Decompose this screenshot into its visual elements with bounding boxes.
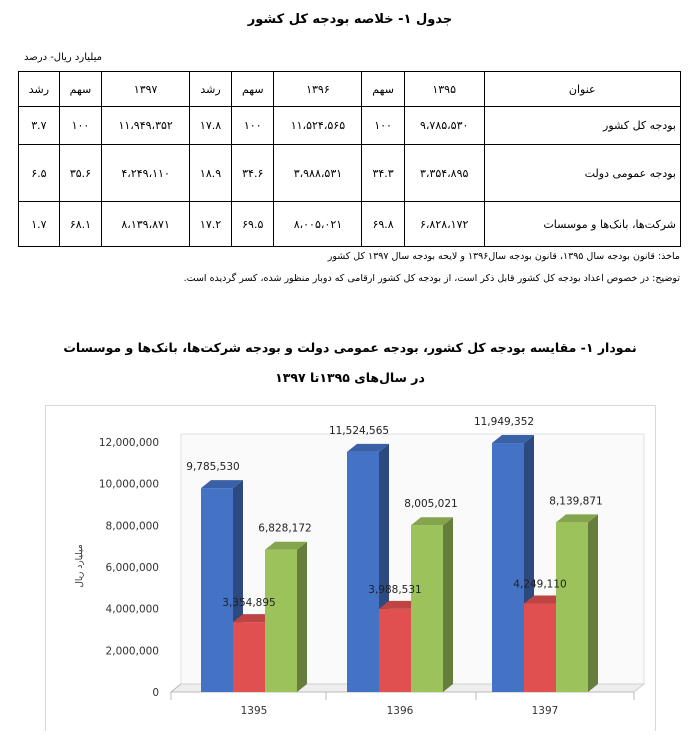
- y-tick-label: 0: [152, 687, 159, 699]
- cell-value-1395: ۹،۷۸۵،۵۳۰: [404, 107, 484, 145]
- cell-title: بودجه کل کشور: [484, 107, 680, 145]
- header-share-1395: سهم: [362, 72, 404, 107]
- cell-share-1396: ۶۹.۵: [232, 202, 274, 247]
- bar-بودجه عمومی دولت: [524, 603, 556, 692]
- header-title: عنوان: [484, 72, 680, 107]
- cell-growth-1397: ۱.۷: [19, 202, 60, 247]
- data-label: 9,785,530: [186, 461, 240, 474]
- cell-share-1397: ۶۸.۱: [59, 202, 101, 247]
- data-label: 11,949,352: [473, 416, 535, 429]
- bar-بودجه کل کشور: [492, 443, 524, 692]
- cell-growth-1396: ۱۷.۲: [190, 202, 232, 247]
- data-label: 11,524,565: [328, 424, 390, 437]
- data-label: 8,139,871: [549, 495, 603, 508]
- bar-side: [443, 517, 453, 692]
- cell-share-1395: ۶۹.۸: [362, 202, 404, 247]
- table-title: جدول ۱- خلاصه بودجه کل کشور: [247, 12, 453, 27]
- chart-title: نمودار ۱- مقایسه بودجه کل کشور، بودجه عمومی دولت و بودجه شرکت‌ها، بانک‌ها و موسسات: [63, 340, 637, 355]
- bar-بودجه عمومی دولت: [233, 622, 265, 692]
- y-tick-label: 6,000,000: [105, 562, 159, 574]
- data-label: 8,005,021: [404, 498, 458, 511]
- header-1395: ۱۳۹۵: [404, 72, 484, 107]
- y-tick-label: 10,000,000: [98, 478, 159, 491]
- header-share-1396: سهم: [232, 72, 274, 107]
- header-growth-1397: رشد: [19, 72, 60, 107]
- y-axis-label: میلیارد ریال: [75, 544, 85, 588]
- cell-growth-1397: ۳.۷: [19, 107, 60, 145]
- cell-growth-1397: ۶.۵: [19, 145, 60, 202]
- data-label: 3,988,531: [368, 583, 422, 596]
- row-total-budget: [19, 107, 681, 145]
- cell-growth-1396: ۱۷.۸: [190, 107, 232, 145]
- cell-growth-1396: ۱۸.۹: [190, 145, 232, 202]
- data-label: 4,249,110: [513, 578, 567, 591]
- data-label: 6,828,172: [258, 522, 312, 535]
- y-tick-label: 4,000,000: [105, 603, 159, 616]
- cell-value-1395: ۳،۳۵۴،۸۹۵: [404, 145, 484, 202]
- cell-title: شرکت‌ها، بانک‌ها و موسسات: [484, 202, 680, 247]
- y-tick-label: 8,000,000: [105, 520, 159, 533]
- bar-side: [588, 514, 598, 692]
- cell-share-1395: ۳۴.۳: [362, 145, 404, 202]
- bar-شرکت‌ها، بانک‌ها و موسسات: [411, 525, 443, 692]
- cell-value-1397: ۱۱،۹۴۹،۳۵۲: [102, 107, 190, 145]
- header-1396: ۱۳۹۶: [274, 72, 362, 107]
- cell-title: بودجه عمومی دولت: [484, 145, 680, 202]
- cell-share-1397: ۱۰۰: [59, 107, 101, 145]
- cell-value-1397: ۸،۱۳۹،۸۷۱: [102, 202, 190, 247]
- bar-side: [297, 542, 307, 692]
- y-tick-label: 12,000,000: [98, 437, 159, 449]
- chart-subtitle: در سال‌های ۱۳۹۵تا ۱۳۹۷: [275, 370, 425, 385]
- chart-area: [45, 405, 656, 731]
- row-general-budget: [19, 145, 681, 202]
- explanation-note: توضیح: در خصوص اعداد بودجه کل کشور قابل ذکر است، از بودجه کل کشور ارقامی که دوبار منظور شده، کسر گردیده است.: [183, 273, 680, 284]
- cell-share-1395: ۱۰۰: [362, 107, 404, 145]
- bar-بودجه کل کشور: [201, 488, 233, 692]
- source-note: ماخذ: قانون بودجه سال ۱۳۹۵، قانون بودجه سال۱۳۹۶ و لایحه بودجه سال ۱۳۹۷ کل کشور: [327, 251, 680, 262]
- cell-share-1396: ۳۴.۶: [232, 145, 274, 202]
- bar-بودجه عمومی دولت: [379, 609, 411, 692]
- x-tick-label: 1396: [386, 705, 414, 717]
- header-share-1397: سهم: [59, 72, 101, 107]
- y-tick-label: 2,000,000: [105, 645, 159, 658]
- table-header-row: [19, 72, 681, 107]
- bar-بودجه کل کشور: [347, 452, 379, 692]
- budget-bar-chart: [46, 406, 655, 732]
- cell-value-1396: ۳،۹۸۸،۵۳۱: [274, 145, 362, 202]
- x-tick-label: 1395: [240, 705, 268, 717]
- budget-summary-table: [18, 71, 681, 247]
- bar-شرکت‌ها، بانک‌ها و موسسات: [265, 550, 297, 692]
- cell-share-1397: ۳۵.۶: [59, 145, 101, 202]
- header-1397: ۱۳۹۷: [102, 72, 190, 107]
- cell-share-1396: ۱۰۰: [232, 107, 274, 145]
- header-growth-1396: رشد: [190, 72, 232, 107]
- cell-value-1397: ۴،۲۴۹،۱۱۰: [102, 145, 190, 202]
- bar-شرکت‌ها، بانک‌ها و موسسات: [556, 522, 588, 692]
- cell-value-1395: ۶،۸۲۸،۱۷۲: [404, 202, 484, 247]
- data-label: 3,354,895: [222, 597, 276, 610]
- unit-label: میلیارد ریال- درصد: [24, 52, 102, 63]
- row-companies-budget: [19, 202, 681, 247]
- x-tick-label: 1397: [531, 705, 559, 717]
- cell-value-1396: ۱۱،۵۲۴،۵۶۵: [274, 107, 362, 145]
- cell-value-1396: ۸،۰۰۵،۰۲۱: [274, 202, 362, 247]
